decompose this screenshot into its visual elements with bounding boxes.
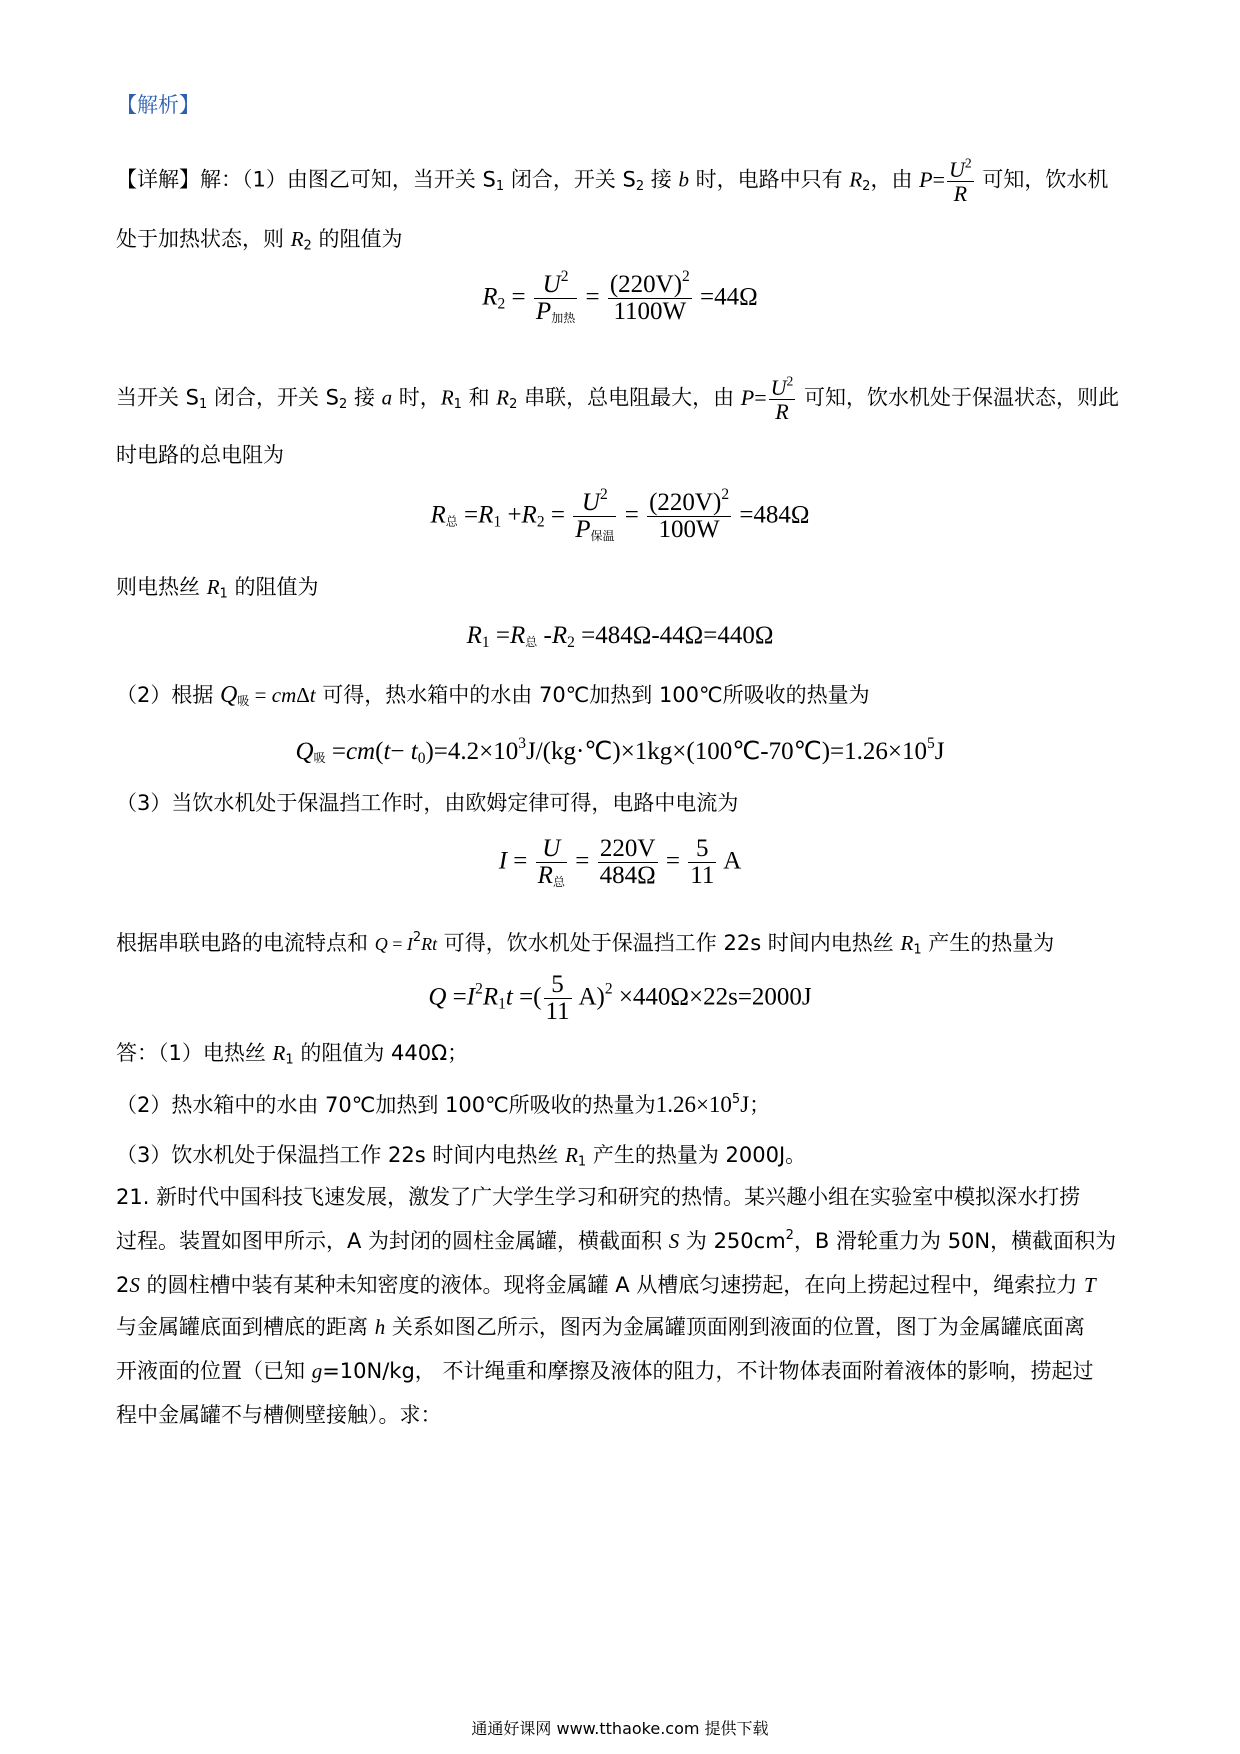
equation-current xyxy=(0,836,1240,890)
numerator: (220V) xyxy=(609,271,683,298)
equals: = xyxy=(505,283,532,311)
superscript: 3 xyxy=(518,735,526,753)
text: )=4.2×10 xyxy=(425,738,519,765)
variable: R xyxy=(440,385,454,410)
variable: cm xyxy=(345,738,376,765)
paren: ( xyxy=(375,738,384,765)
text: 的阻值为 xyxy=(227,575,319,599)
unit: J xyxy=(934,738,945,765)
superscript: 5 xyxy=(731,1091,741,1107)
text: 解：（1）由图乙可知，当开关 S xyxy=(200,167,496,192)
analysis-label: 【解析】 xyxy=(116,93,200,117)
subscript: 2 xyxy=(635,178,645,194)
variable: R xyxy=(849,167,863,192)
text: 串联，总电阻最大，由 xyxy=(517,385,741,410)
superscript: 5 xyxy=(927,735,935,753)
variable: R xyxy=(430,501,446,529)
variable: I xyxy=(498,847,508,875)
detail-label: 【详解】 xyxy=(116,167,200,192)
variable: cm xyxy=(271,683,297,707)
variable: R xyxy=(482,983,499,1011)
analysis-header xyxy=(116,90,1134,120)
denominator: R xyxy=(953,181,968,207)
fraction xyxy=(536,836,567,890)
denominator: R xyxy=(775,399,789,425)
text: 闭合，开关 S xyxy=(207,385,339,410)
variable: R xyxy=(482,283,498,311)
equals: = xyxy=(544,501,572,529)
equation-r1 xyxy=(0,622,1240,650)
equals: = xyxy=(507,847,534,875)
paragraph-5 xyxy=(116,572,1134,602)
text: （3）饮水机处于保温挡工作 22s 时间内电热丝 xyxy=(116,1143,566,1167)
fraction xyxy=(544,972,572,1026)
variable: a xyxy=(381,385,393,410)
text: 过程。装置如图甲所示，A 为封闭的圆柱金属罐，横截面积 xyxy=(116,1229,669,1253)
equation-heat-absorbed xyxy=(0,736,1240,766)
answer-1 xyxy=(116,1038,1134,1068)
text: J/(kg·℃)×1kg×(100℃-70℃)=1.26×10 xyxy=(525,738,927,765)
variable: R xyxy=(900,931,914,955)
paragraph-7 xyxy=(116,788,1134,818)
variable: h xyxy=(374,1315,386,1339)
footer-watermark xyxy=(0,1716,1240,1739)
equals: = xyxy=(446,983,467,1011)
subscript: 吸 xyxy=(237,694,250,708)
variable: T xyxy=(1083,1273,1096,1297)
variable: I xyxy=(466,983,476,1011)
variable: R xyxy=(551,622,568,649)
text: 时， xyxy=(392,385,441,410)
text: 2 xyxy=(116,1273,130,1297)
denominator: 100W xyxy=(658,516,720,544)
equation-r2 xyxy=(0,268,1240,326)
superscript: 2 xyxy=(412,929,422,945)
subscript: 0 xyxy=(417,749,426,767)
text: 可知，饮水机 xyxy=(975,167,1109,192)
text: （2）热水箱中的水由 70℃加热到 100℃所吸收的热量为 xyxy=(116,1093,656,1117)
variable: Q xyxy=(220,682,238,708)
question-21-line-4 xyxy=(116,1312,1134,1342)
denominator: R xyxy=(537,862,553,890)
text: 关系如图乙所示，图丙为金属罐顶面刚到液面的位置，图丁为金属罐底面离 xyxy=(385,1315,1085,1339)
text: 接 xyxy=(347,385,382,410)
text: 为 250cm xyxy=(679,1229,786,1253)
subscript: 1 xyxy=(481,633,490,651)
numerator: U xyxy=(542,271,561,298)
text: 可得，热水箱中的水由 70℃加热到 100℃所吸收的热量为 xyxy=(315,683,870,707)
variable: t xyxy=(505,983,513,1011)
subscript: 2 xyxy=(536,513,545,531)
result: ×440Ω×22s=2000J xyxy=(612,983,812,1011)
paragraph-8 xyxy=(116,928,1134,959)
numerator: 5 xyxy=(544,972,572,999)
variable: R xyxy=(290,227,304,251)
fraction xyxy=(769,373,796,425)
equals: = xyxy=(249,683,272,707)
denominator: 11 xyxy=(690,862,715,890)
subscript: 1 xyxy=(913,942,922,958)
subscript: 1 xyxy=(493,513,502,531)
variable: R xyxy=(521,501,537,529)
question-21-line-3 xyxy=(116,1270,1134,1300)
answer-3 xyxy=(116,1140,1134,1170)
variable: P xyxy=(740,384,755,410)
subscript: 吸 xyxy=(313,751,326,765)
text: 的阻值为 440Ω； xyxy=(293,1041,469,1065)
equals: = xyxy=(387,934,407,954)
denominator: P xyxy=(575,516,591,544)
subscript: 2 xyxy=(862,178,871,194)
denominator: 484Ω xyxy=(599,862,656,890)
variable: t xyxy=(410,738,418,765)
equals: = xyxy=(659,847,687,875)
text: ，B 滑轮重力为 50N，横截面积为 xyxy=(793,1229,1117,1253)
text: 的圆柱槽中装有某种未知密度的液体。现将金属罐 A 从槽底匀速捞起，在向上捞起过程中，绳索拉力 xyxy=(139,1273,1084,1297)
text: =10N/kg， 不计绳重和摩擦及液体的阻力，不计物体表面附着液体的影响，捞起过 xyxy=(322,1359,1094,1383)
paragraph-4 xyxy=(116,440,1134,470)
text: 产生的热量为 2000J。 xyxy=(586,1143,807,1167)
superscript: 2 xyxy=(599,486,608,504)
denominator: 11 xyxy=(545,998,570,1026)
result: =44Ω xyxy=(693,283,758,311)
power-formula xyxy=(740,373,798,425)
question-21-line-6 xyxy=(116,1400,1134,1430)
subscript: 保温 xyxy=(590,529,615,544)
subscript: 总 xyxy=(552,875,565,890)
text: 时电路的总电阻为 xyxy=(116,443,284,467)
superscript: 2 xyxy=(604,980,613,998)
numerator: 5 xyxy=(688,836,716,863)
variable: P xyxy=(919,166,933,192)
fraction xyxy=(573,486,616,544)
value: 1.26×10 xyxy=(655,1092,732,1117)
variable: R xyxy=(496,385,510,410)
unit: A xyxy=(718,847,742,875)
paragraph-6 xyxy=(116,680,1134,710)
variable: Q xyxy=(428,983,447,1011)
unit: J xyxy=(740,1092,750,1117)
subscript: 1 xyxy=(577,1154,587,1170)
fraction xyxy=(647,486,731,544)
denominator: 1100W xyxy=(613,298,687,326)
variable: Q xyxy=(295,738,314,765)
subscript: 2 xyxy=(303,238,312,254)
subscript: 2 xyxy=(497,295,506,313)
text: 程中金属罐不与槽侧壁接触）。求： xyxy=(116,1403,442,1427)
variable: Rt xyxy=(421,934,438,954)
text: 当开关 S xyxy=(116,385,200,410)
variable: R xyxy=(466,622,482,649)
power-formula xyxy=(919,155,976,207)
text: 开液面的位置（已知 xyxy=(116,1359,312,1383)
fraction xyxy=(534,268,577,326)
footer-text: 通通好课网 www.tthaoke.com 提供下载 xyxy=(471,1719,769,1738)
text: ，由 xyxy=(870,167,920,192)
equals: = xyxy=(325,738,346,765)
superscript: 2 xyxy=(785,1227,794,1243)
equals: = xyxy=(618,501,646,529)
text: 答：（1）电热丝 xyxy=(116,1041,273,1065)
numerator: U xyxy=(581,489,600,516)
numerator: 220V xyxy=(598,836,658,863)
fraction xyxy=(608,268,692,326)
subscript: 2 xyxy=(509,396,518,412)
equation-heat-produced xyxy=(0,972,1240,1026)
variable: R xyxy=(565,1143,578,1167)
equation-total-resistance xyxy=(0,486,1240,544)
result: =484Ω-44Ω=440Ω xyxy=(574,622,774,649)
paragraph-3 xyxy=(116,373,1134,425)
text: 则电热丝 xyxy=(116,575,207,599)
subscript: 1 xyxy=(498,995,506,1013)
variable: R xyxy=(206,575,220,599)
text: 时，电路中只有 xyxy=(688,167,850,192)
equals: = xyxy=(568,847,596,875)
question-21-line-5 xyxy=(116,1356,1134,1386)
plus: + xyxy=(501,501,522,529)
text: 根据串联电路的电流特点和 xyxy=(116,931,375,955)
numerator: U xyxy=(536,836,567,863)
variable: b xyxy=(678,167,689,192)
text: 闭合，开关 S xyxy=(504,167,636,192)
minus: − xyxy=(390,738,411,765)
equals: = xyxy=(579,283,606,311)
text: 产生的热量为 xyxy=(921,931,1055,955)
superscript: 2 xyxy=(964,155,972,171)
text: 可得，饮水机处于保温挡工作 22s 时间内电热丝 xyxy=(437,931,901,955)
fraction xyxy=(947,155,974,207)
superscript: 2 xyxy=(560,268,569,286)
variable: t xyxy=(383,738,391,765)
superscript: 2 xyxy=(721,486,730,504)
subscript: 1 xyxy=(219,586,228,602)
variable: S xyxy=(668,1229,680,1253)
variable: Q xyxy=(374,934,388,954)
text: 处于加热状态，则 xyxy=(116,227,291,251)
variable: t xyxy=(309,683,316,707)
equals: = xyxy=(457,501,479,529)
variable: S xyxy=(129,1273,140,1297)
variable: g xyxy=(311,1359,323,1383)
superscript: 2 xyxy=(786,373,794,389)
numerator: U xyxy=(949,157,965,182)
variable: R xyxy=(272,1041,286,1065)
text: 和 xyxy=(461,385,497,410)
equals: = xyxy=(489,622,510,649)
text: ； xyxy=(749,1093,771,1117)
text: 的阻值为 xyxy=(311,227,403,251)
paragraph-2 xyxy=(116,224,1134,254)
subscript: 1 xyxy=(453,396,462,412)
text: 与金属罐底面到槽底的距离 xyxy=(116,1315,375,1339)
superscript: 2 xyxy=(682,268,690,286)
subscript: 1 xyxy=(495,178,505,194)
question-21-line-2 xyxy=(116,1226,1134,1256)
subscript: 1 xyxy=(199,396,208,412)
text: A) xyxy=(573,983,605,1011)
variable: I xyxy=(406,934,413,954)
text: 可知，饮水机处于保温状态，则此 xyxy=(797,385,1120,410)
numerator: (220V) xyxy=(649,489,722,516)
subscript: 总 xyxy=(445,514,458,529)
paragraph-1 xyxy=(116,155,1134,207)
numerator: U xyxy=(770,375,787,400)
text: 21. 新时代中国科技飞速发展，激发了广大学生学习和研究的热情。某兴趣小组在实验室中模拟深水打捞 xyxy=(116,1185,1081,1209)
equals: = xyxy=(754,384,767,410)
variable: R xyxy=(509,622,526,649)
fraction xyxy=(598,836,658,890)
subscript: 加热 xyxy=(551,311,576,326)
text: （2）根据 xyxy=(116,683,221,707)
subscript: 2 xyxy=(338,396,348,412)
subscript: 2 xyxy=(567,633,575,651)
text: =( xyxy=(512,983,542,1011)
answer-2 xyxy=(116,1090,1134,1120)
equals: = xyxy=(932,166,946,192)
denominator: P xyxy=(535,298,552,326)
text: 接 xyxy=(644,167,679,192)
text: （3）当饮水机处于保温挡工作时，由欧姆定律可得，电路中电流为 xyxy=(116,791,739,815)
subscript: 总 xyxy=(525,635,538,649)
question-21-line-1 xyxy=(116,1182,1134,1212)
subscript: 1 xyxy=(285,1052,294,1068)
minus: - xyxy=(537,622,552,649)
result: =484Ω xyxy=(733,501,810,529)
superscript: 2 xyxy=(475,980,483,998)
fraction xyxy=(688,836,716,890)
variable: R xyxy=(478,501,494,529)
delta: Δ xyxy=(296,683,310,707)
